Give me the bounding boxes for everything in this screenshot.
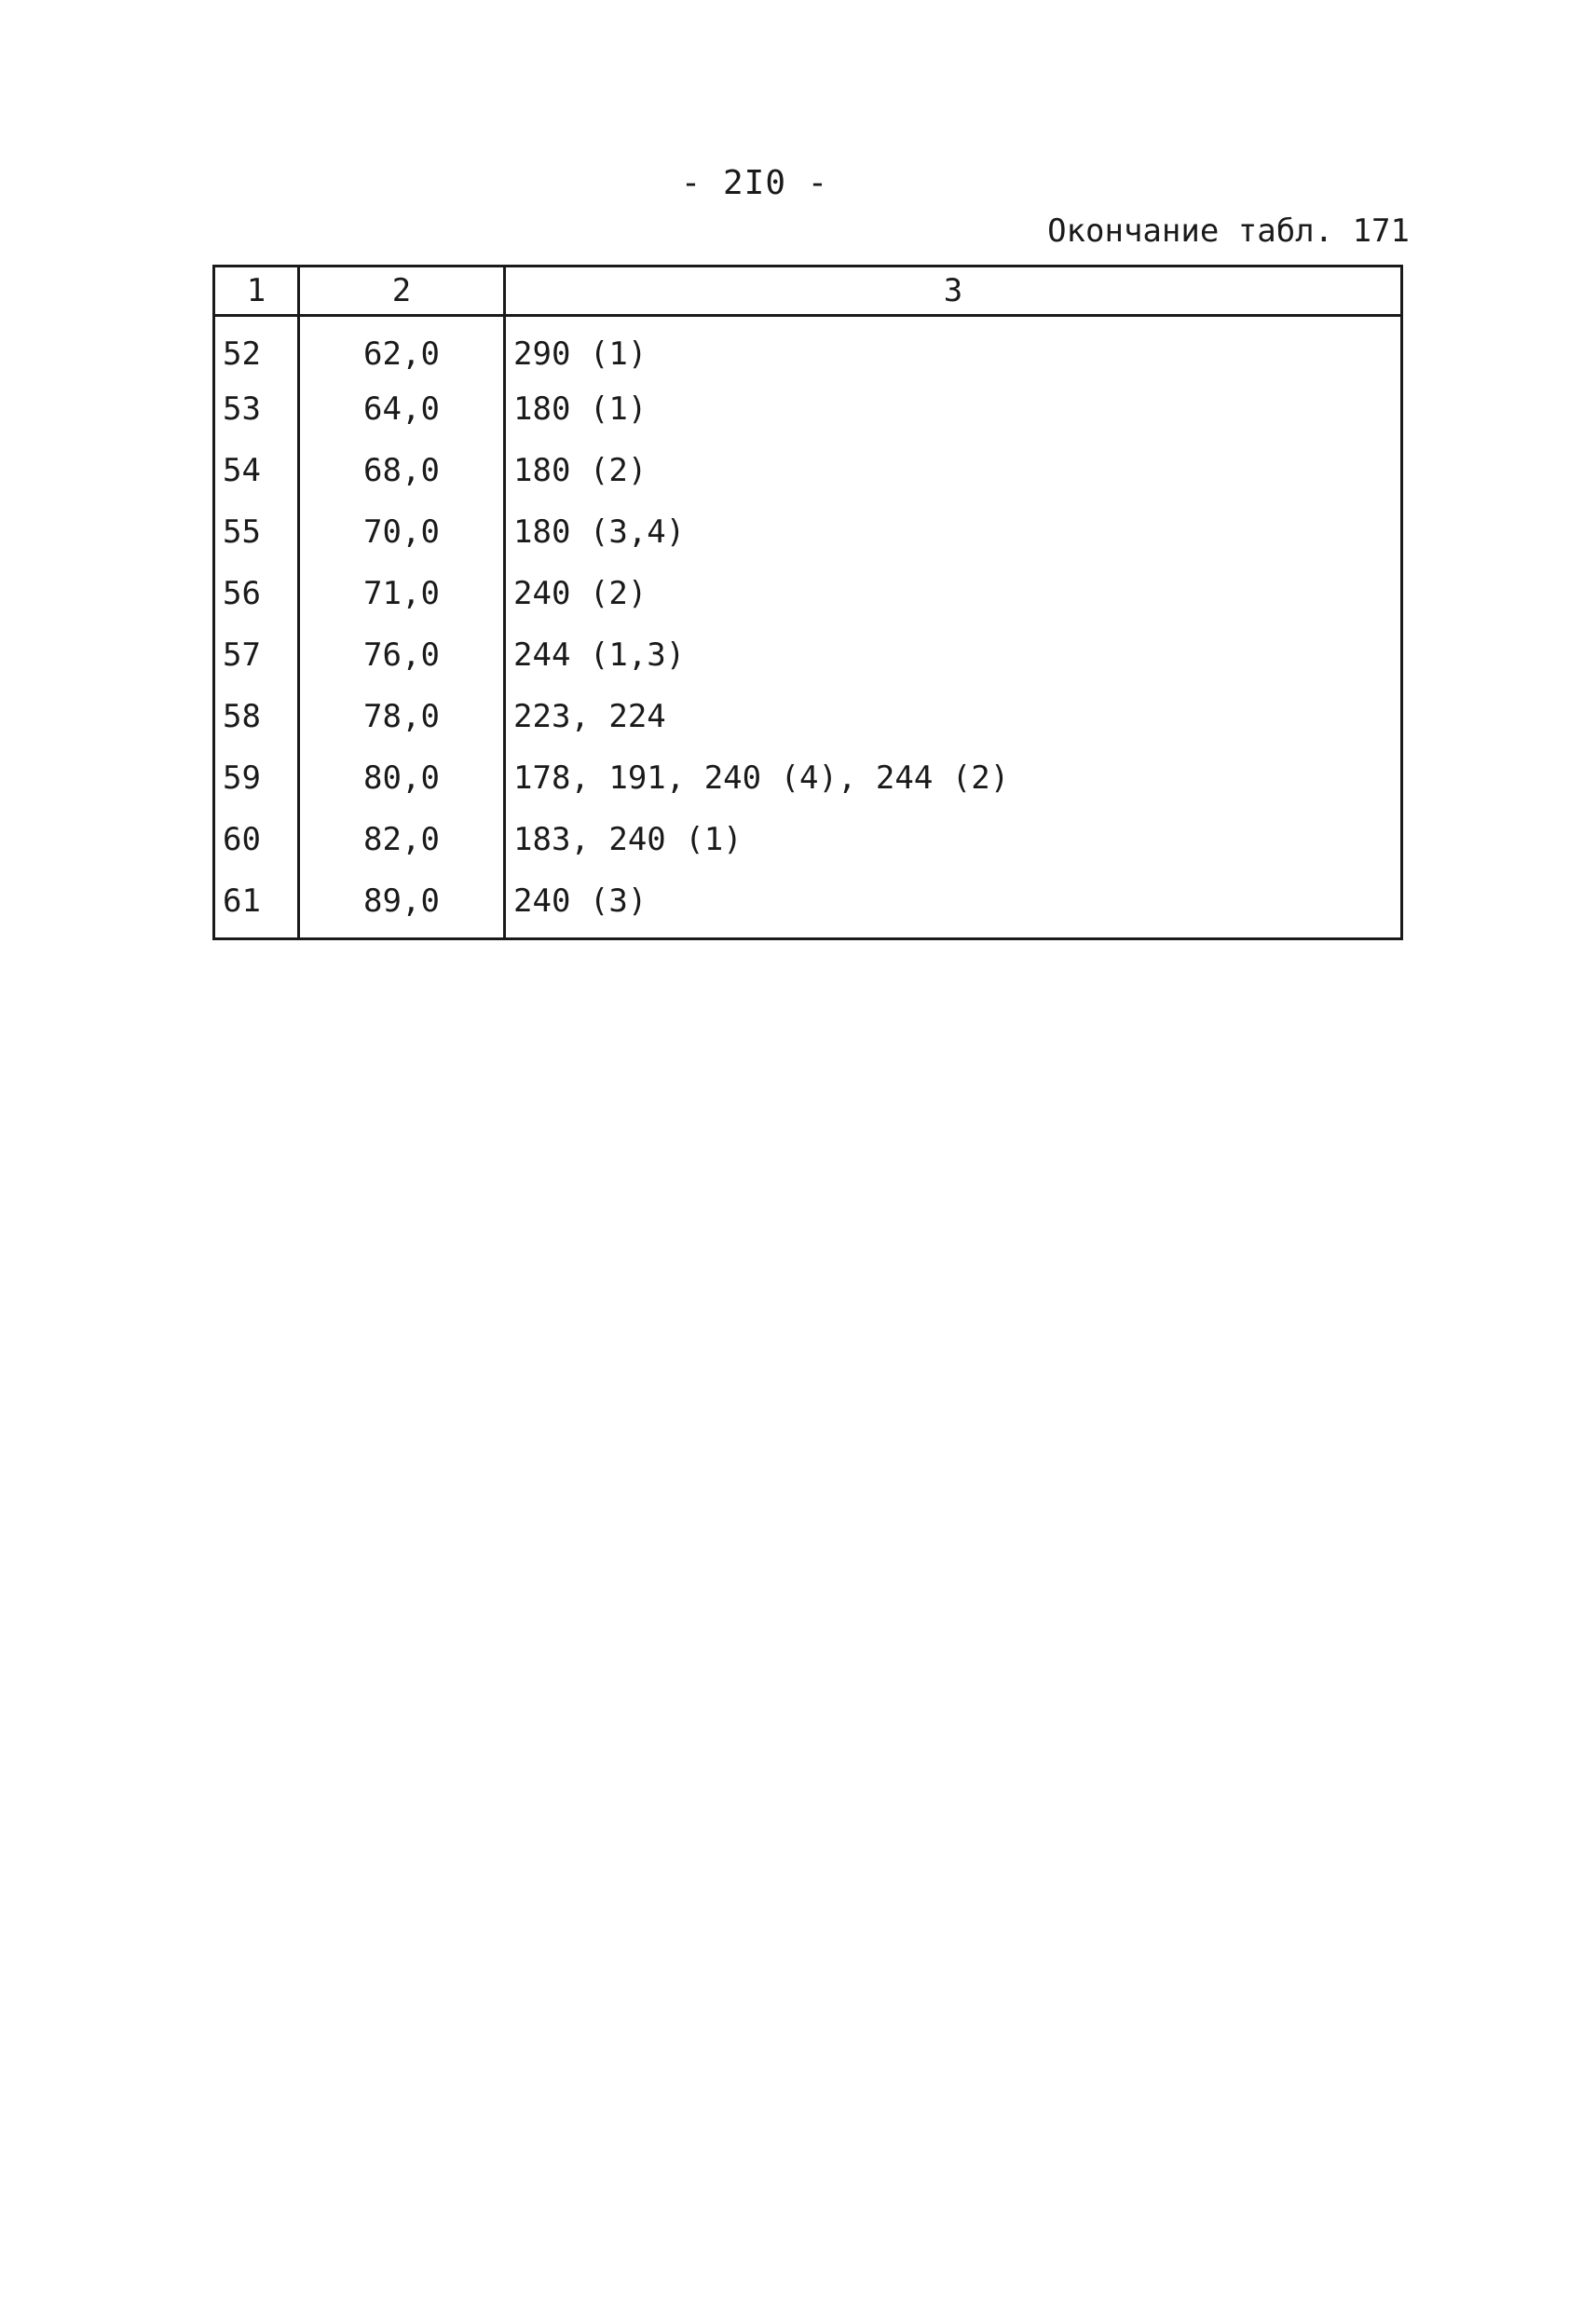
row-number-cell: 53: [223, 390, 261, 428]
row-number-cell: 61: [223, 882, 261, 920]
reference-cell: 178, 191, 240 (4), 244 (2): [505, 747, 1402, 809]
reference-cell: 180 (2): [505, 440, 1402, 501]
table-row: [214, 316, 1402, 379]
reference-cell: 244 (1,3): [505, 624, 1402, 686]
table-caption: Окончание табл. 171: [1047, 212, 1410, 250]
value-cell: 82,0: [299, 809, 505, 870]
reference-cell: 183, 240 (1): [505, 809, 1402, 870]
row-number-cell: 60: [223, 821, 261, 858]
reference-cell: 240 (3): [505, 870, 1402, 939]
value-cell: 64,0: [299, 378, 505, 440]
reference-cell: 240 (2): [505, 563, 1402, 624]
row-number-cell: 54: [223, 452, 261, 489]
value-cell: 78,0: [299, 686, 505, 747]
table-row: [214, 624, 1402, 686]
table-row: [214, 501, 1402, 563]
value-cell: 89,0: [299, 870, 505, 939]
data-table: [212, 265, 1403, 940]
reference-cell: 223, 224: [505, 686, 1402, 747]
reference-cell: 180 (1): [505, 378, 1402, 440]
reference-cell: 180 (3,4): [505, 501, 1402, 563]
row-number-cell: 59: [223, 759, 261, 797]
page-number: - 2I0 -: [680, 164, 829, 202]
value-cell: 76,0: [299, 624, 505, 686]
reference-cell: 290 (1): [505, 316, 1402, 379]
table-row: [214, 870, 1402, 939]
value-cell: 80,0: [299, 747, 505, 809]
table-row: [214, 747, 1402, 809]
table-header-row: [214, 267, 1402, 316]
value-cell: 68,0: [299, 440, 505, 501]
column-header-3: 3: [505, 267, 1402, 316]
table-row: [214, 686, 1402, 747]
row-number-cell: 57: [223, 636, 261, 674]
column-header-1: 1: [214, 267, 299, 316]
value-cell: 62,0: [299, 316, 505, 379]
value-cell: 71,0: [299, 563, 505, 624]
table-row: [214, 563, 1402, 624]
table-row: [214, 440, 1402, 501]
row-number-cell: 52: [223, 335, 261, 373]
row-number-cell: 55: [223, 513, 261, 551]
table-row: [214, 378, 1402, 440]
column-header-2: 2: [299, 267, 505, 316]
value-cell: 70,0: [299, 501, 505, 563]
row-number-cell: 56: [223, 575, 261, 612]
table-row: [214, 809, 1402, 870]
row-number-cell: 58: [223, 698, 261, 735]
